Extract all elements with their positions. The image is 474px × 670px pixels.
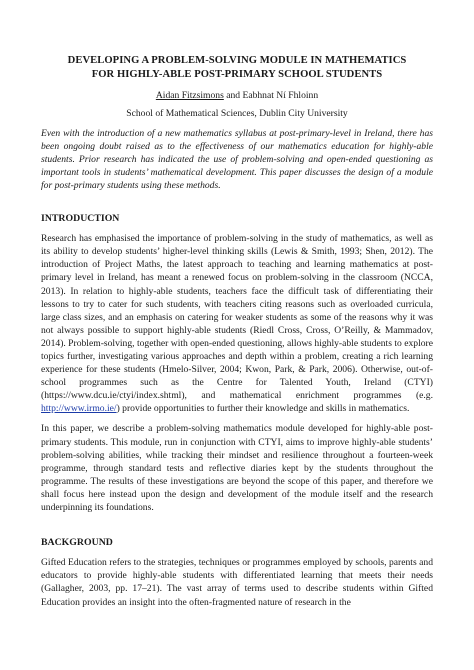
author-connector: and — [223, 90, 243, 102]
introduction-paragraph-1 — [41, 232, 433, 415]
title-line-2: FOR HIGHLY-ABLE POST-PRIMARY SCHOOL STUDENTS — [91, 69, 383, 81]
author-list — [41, 89, 433, 102]
author-2: Eabhnat Ní Fhloinn — [242, 90, 319, 102]
affiliation: School of Mathematical Sciences, Dublin City University — [126, 107, 348, 119]
irmo-link[interactable]: http://www.irmo.ie/ — [41, 403, 117, 415]
intro-text-before-link: Research has emphasised the importance of problem-solving in the study of mathematics, as well as its ability to develop students’ higher-level thinking skills (Lewis & Smith, 1993; Shen, 2012). The introduction of Project Maths, the latest approach to teaching and learning mathematics at post-primary level in Ireland, has meant a renewed focus on problem-solving in the classroom (NCCA, 2013). In relation to highly-able students, teachers face the difficult task of differentiating their lessons to try to cater for such students, with teachers citing reasons such as overloaded curricula, large class sizes, and an emphasis on catering for weaker students as some of the reasons why it was not always possible to support highly-able students (Riedl Cross, Cross, O’Reilly, & Mammadov, 2014). Problem-solving, together with open-ended questioning, allows highly-able students to explore topics further, investigating various approaches and depth within a problem, creating a rich learning experience for these students (Hmelo-Silver, 2004; Kwon, Park, & Park, 2006). Otherwise, out-of-school programmes such as the Centre for Talented Youth, Ireland (CTYI) (https://www.dcu.ie/ctyi/index.shtml), and mathematical enrichment programmes (e.g. — [41, 233, 433, 402]
background-paragraph-1: Gifted Education refers to the strategies, techniques or programmes employed by schools, parents and educators to provide highly-able students with differentiated learning that meets their needs (Gallagher, 2003, pp. 17–21). The vast array of terms used to describe students within Gifted Education provides an insight into the often-fragmented nature of research in the — [41, 557, 433, 608]
intro-text-after-link: ) provide opportunities to further their knowledge and skills in mathematics. — [116, 403, 410, 415]
introduction-paragraph-2: In this paper, we describe a problem-solving mathematics module developed for highly-able post-primary students. This module, run in conjunction with CTYI, aims to improve highly-able students’ problem-solving abilities, while tracking their mindset and resilience throughout a fourteen-week programme, through standard tests and reflective diaries kept by the students throughout the programme. The results of these investigations are beyond the scope of this paper, and therefore we shall focus here instead upon the design and development of the module itself and the research underpinning its foundations. — [41, 423, 433, 514]
abstract: Even with the introduction of a new mathematics syllabus at post-primary-level in Ireland, there has been ongoing doubt raised as to the effectiveness of our mathematics education for highly-able students. Prior research has indicated the use of problem-solving and open-ended questioning as important tools in students’ mathematical development. This paper discusses the design of a module for post-primary students using these methods. — [41, 127, 433, 191]
author-1: Aidan Fitzsimons — [155, 90, 224, 102]
paper-title — [41, 54, 433, 82]
title-line-1: DEVELOPING A PROBLEM-SOLVING MODULE IN MATHEMATICS — [67, 55, 407, 66]
section-heading-background: BACKGROUND — [41, 537, 113, 549]
section-heading-introduction: INTRODUCTION — [41, 213, 120, 225]
